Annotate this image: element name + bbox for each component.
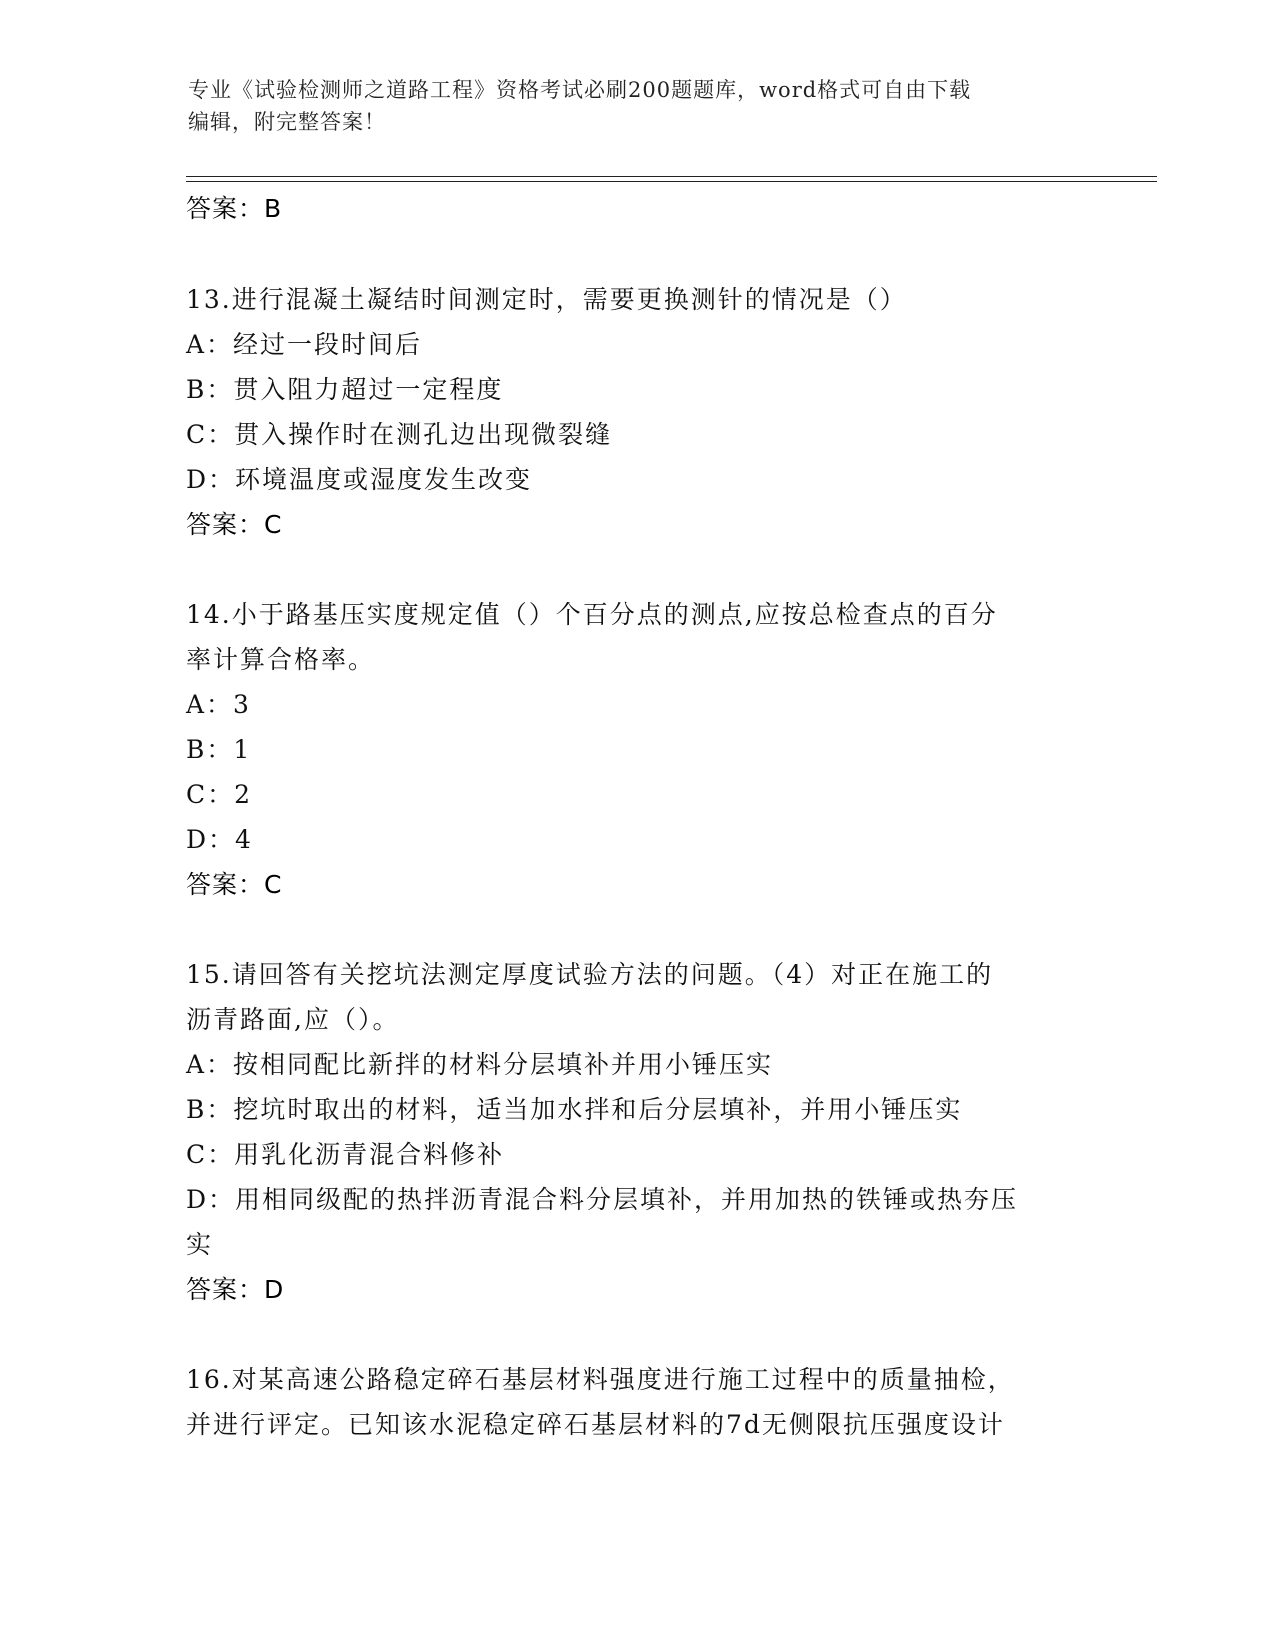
header-line-1: 专业《试验检测师之道路工程》资格考试必刷200题题库，word格式可自由下载 <box>188 78 972 102</box>
question-13-option-d: D：环境温度或湿度发生改变 <box>186 465 533 494</box>
question-14-option-c: C：2 <box>186 780 253 809</box>
question-13-option-b: B：贯入阻力超过一定程度 <box>186 375 504 404</box>
header-rule-top <box>186 176 1157 177</box>
question-13-answer: 答案：C <box>186 510 283 539</box>
question-16-stem-line-2: 并进行评定。已知该水泥稳定碎石基层材料的7d无侧限抗压强度设计 <box>186 1410 1005 1439</box>
question-15-option-d-continued: 实 <box>186 1230 214 1259</box>
previous-answer: 答案：B <box>186 194 283 223</box>
question-15-stem-line-1: 15.请回答有关挖坑法测定厚度试验方法的问题。（4）对正在施工的 <box>186 960 994 989</box>
question-14-answer: 答案：C <box>186 870 283 899</box>
question-15-stem-line-2: 沥青路面,应（）。 <box>186 1005 400 1034</box>
question-14-option-d: D：4 <box>186 825 253 854</box>
question-15-option-d: D：用相同级配的热拌沥青混合料分层填补，并用加热的铁锤或热夯压 <box>186 1185 1019 1214</box>
question-15-option-a: A：按相同配比新拌的材料分层填补并用小锤压实 <box>186 1050 774 1079</box>
question-13-stem: 13.进行混凝土凝结时间测定时，需要更换测针的情况是（） <box>186 285 907 314</box>
question-15-option-b: B：挖坑时取出的材料，适当加水拌和后分层填补，并用小锤压实 <box>186 1095 963 1124</box>
question-15-option-c: C：用乳化沥青混合料修补 <box>186 1140 505 1169</box>
question-14-stem-line-1: 14.小于路基压实度规定值（）个百分点的测点,应按总检查点的百分 <box>186 600 998 629</box>
page-header <box>188 74 1088 138</box>
question-13-option-c: C：贯入操作时在测孔边出现微裂缝 <box>186 420 613 449</box>
question-16-stem-line-1: 16.对某高速公路稳定碎石基层材料强度进行施工过程中的质量抽检， <box>186 1365 1015 1394</box>
question-15-answer: 答案：D <box>186 1275 285 1304</box>
question-13-option-a: A：经过一段时间后 <box>186 330 423 359</box>
header-rule-bottom <box>186 181 1157 182</box>
question-14-stem-line-2: 率计算合格率。 <box>186 645 376 674</box>
question-14-option-a: A：3 <box>186 690 251 719</box>
question-14-option-b: B：1 <box>186 735 252 764</box>
header-line-2: 编辑，附完整答案！ <box>188 110 386 134</box>
